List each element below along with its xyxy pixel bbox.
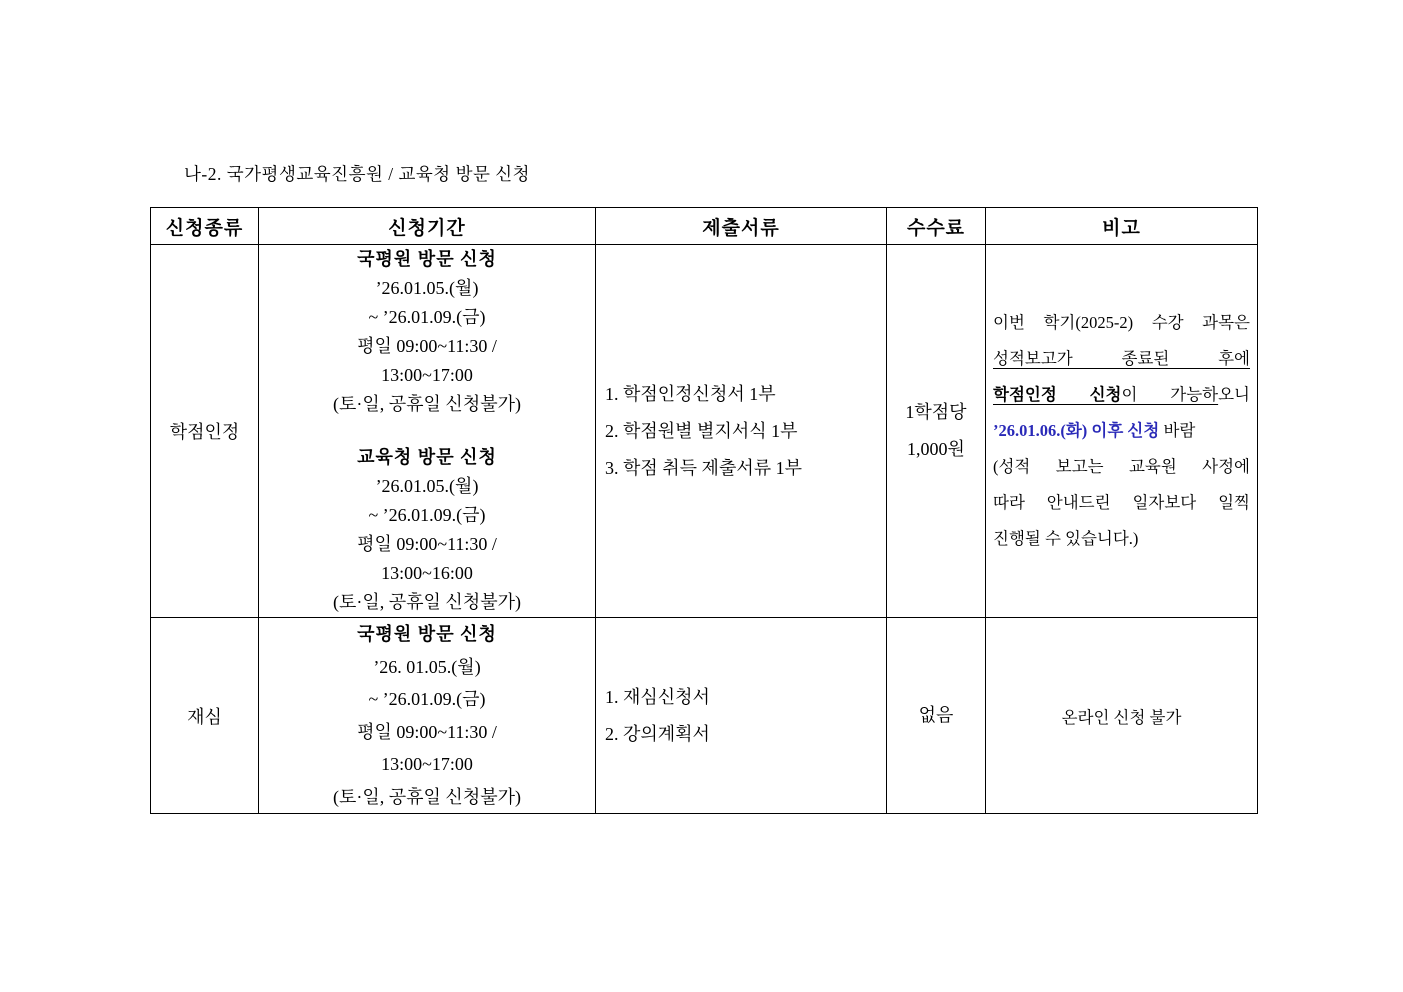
credit-fee-line: 1,000원: [907, 439, 965, 459]
header-application-type: 신청종류: [151, 208, 259, 245]
credit-document-item: 1. 학점인정신청서 1부: [605, 383, 776, 404]
credit-period-block2-line: ~ ’26.01.09.(금): [368, 505, 486, 525]
credit-note-line: (성적 보고는 교육원 사정에: [993, 457, 1250, 476]
credit-note-line: [993, 413, 1250, 449]
credit-documents-cell: [596, 245, 887, 618]
credit-period-block1-line: 13:00~17:00: [381, 365, 473, 385]
resit-document-item: 1. 재심신청서: [605, 686, 710, 707]
resit-note-text: 온라인 신청 불가: [1061, 707, 1182, 727]
resit-period-line: (토·일, 공휴일 신청불가): [333, 786, 521, 807]
credit-period-block1-line: ~ ’26.01.09.(금): [368, 307, 486, 327]
credit-note-line-underlined: 성적보고가 종료된 후에: [993, 349, 1250, 368]
credit-note-line: [993, 377, 1250, 413]
credit-fee-cell: [887, 245, 986, 618]
credit-period-block1-line: ’26.01.05.(월): [375, 278, 479, 298]
resit-period-block-title: 국평원 방문 신청: [357, 624, 497, 644]
credit-remarks-cell: [986, 245, 1258, 618]
credit-note-plain: 오니: [1218, 385, 1250, 404]
section-title: 나-2. 국가평생교육진흥원 / 교육청 방문 신청: [184, 164, 531, 184]
resit-period-cell: [259, 618, 596, 814]
credit-document-item: 2. 학점원별 별지서식 1부: [605, 420, 798, 441]
credit-period-block1-title: 국평원 방문 신청: [357, 249, 497, 269]
credit-type-cell: [151, 245, 259, 618]
period-block-spacer: [259, 419, 595, 443]
credit-period-block2-line: (토·일, 공휴일 신청불가): [333, 592, 521, 612]
resit-document-item: 2. 강의계획서: [605, 723, 710, 744]
credit-note-line: 진행될 수 있습니다.): [993, 529, 1139, 548]
credit-period-cell: [259, 245, 596, 618]
resit-fee-value: 없음: [918, 705, 954, 725]
credit-type-label: 학점인정: [169, 422, 240, 442]
credit-note-plain: 바람: [1163, 421, 1196, 440]
credit-period-block2-title: 교육청 방문 신청: [357, 447, 497, 467]
header-remarks: 비고: [986, 208, 1258, 245]
resit-fee-cell: [887, 618, 986, 814]
resit-period-line: ~ ’26.01.09.(금): [368, 689, 486, 709]
credit-document-item: 3. 학점 취득 제출서류 1부: [605, 457, 802, 478]
credit-period-block2-line: 13:00~16:00: [381, 563, 473, 583]
resit-period-line: 평일 09:00~11:30 /: [357, 721, 497, 742]
credit-fee-line: 1학점당: [905, 402, 967, 422]
credit-period-block1-line: (토·일, 공휴일 신청불가): [333, 394, 521, 414]
resit-period-line: ’26. 01.05.(월): [373, 656, 481, 677]
header-application-period: 신청기간: [259, 208, 596, 245]
resit-type-cell: [151, 618, 259, 814]
table-row-credit-recognition: [151, 245, 1258, 618]
credit-note-underline: 이 가능하: [1121, 385, 1219, 404]
resit-remarks-cell: [986, 618, 1258, 814]
credit-note-date-highlight: ’26.01.06.(화) 이후 신청: [993, 421, 1160, 440]
credit-note-line: 이번 학기(2025-2) 수강 과목은: [993, 313, 1250, 332]
resit-documents-cell: [596, 618, 887, 814]
header-submission-documents: 제출서류: [596, 208, 887, 245]
visit-application-table: [150, 207, 1258, 814]
credit-period-block2-line: 평일 09:00~11:30 /: [357, 534, 497, 554]
resit-period-line: 13:00~17:00: [381, 754, 473, 774]
credit-period-block2-line: ’26.01.05.(월): [375, 476, 479, 496]
credit-note-line: 따라 안내드린 일자보다 일찍: [993, 493, 1250, 512]
table-row-reexamination: [151, 618, 1258, 814]
table-header-row: [151, 208, 1258, 245]
header-fee: 수수료: [887, 208, 986, 245]
resit-type-label: 재심: [187, 706, 222, 727]
credit-note-bold-underline: 학점인정 신청: [993, 385, 1122, 404]
credit-period-block1-line: 평일 09:00~11:30 /: [357, 336, 497, 356]
